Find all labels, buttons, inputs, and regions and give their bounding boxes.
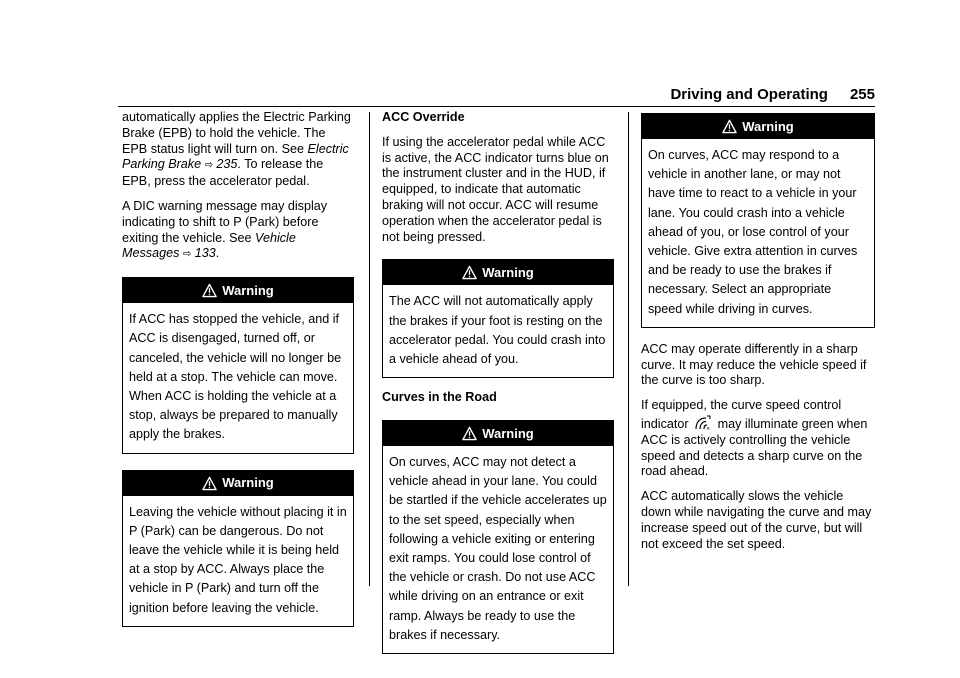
svg-text:×: × xyxy=(706,426,711,431)
column-2 xyxy=(382,110,614,666)
xref-page-235[interactable]: 235 xyxy=(216,157,238,172)
heading-acc-override: ACC Override xyxy=(382,110,465,124)
warning-body: If ACC has stopped the vehicle, and if ACC is disengaged, turned off, or canceled, the vehicle will no longer be held at a stop. The vehicle can move. When ACC is holding the vehicle at a stop, always be prepared to manually apply the brakes. xyxy=(129,312,342,442)
page-ref-arrow-icon: ⇨ xyxy=(182,248,192,261)
page-header xyxy=(660,83,875,105)
paragraph-dic: A DIC warning message may display indicating to shift to P (Park) before exiting the vehicle. See Vehicle Messages ⇨ 133. xyxy=(122,198,328,261)
warning-header xyxy=(383,260,613,285)
warning-triangle-icon xyxy=(722,119,737,134)
warning-title: Warning xyxy=(482,425,534,441)
warning-box-curves-detect xyxy=(382,420,614,654)
warning-triangle-icon xyxy=(462,265,477,280)
warning-body: Leaving the vehicle without placing it in P (Park) can be dangerous. Do not leave the vehicle while it is being held at a stop by ACC. Always place the vehicle in P (Park) and turn off the ignition before leaving the vehicle. xyxy=(129,504,347,615)
heading-curves: Curves in the Road xyxy=(382,390,497,405)
warning-header xyxy=(123,278,353,303)
warning-body: On curves, ACC may respond to a vehicle in another lane, or may not have time to react to a vehicle in your lane. You could crash into a vehicle ahead of you, or lose control of your vehicle. Give extra attention in curves and be ready to use the brakes if necessary. Select an appropriate speed while driving in curves. xyxy=(648,148,858,316)
curve-speed-indicator-icon xyxy=(694,414,712,430)
warning-triangle-icon xyxy=(202,283,217,298)
column-divider-2 xyxy=(628,112,629,586)
warning-box-curves-respond xyxy=(641,113,875,328)
warning-title: Warning xyxy=(222,475,274,491)
column-3 xyxy=(641,110,875,561)
column-divider-1 xyxy=(369,112,370,586)
warning-header xyxy=(383,421,613,446)
warning-box-foot-on-pedal xyxy=(382,259,614,378)
warning-title: Warning xyxy=(482,264,534,280)
warning-box-acc-stopped xyxy=(122,277,354,453)
page-ref-arrow-icon: ⇨ xyxy=(204,159,213,172)
header-rule xyxy=(118,106,875,107)
warning-header xyxy=(642,114,874,139)
section-title: Driving and Operating xyxy=(670,85,828,103)
paragraph-override: If using the accelerator pedal while ACC is active, the ACC indicator turns blue on the instrument cluster and in the HUD, if equipped, to indicate that automatic braking will not occur. ACC will resume operation when the accelerator pedal is not being pressed. xyxy=(382,134,609,244)
warning-body: On curves, ACC may not detect a vehicle ahead in your lane. You could be startled if the vehicle accelerates up to the set speed, especially when following a vehicle exiting or entering exit ramps. You could lose control of the vehicle or crash. Do not use ACC while driving on an entrance or exit ramp. Always be ready to use the brakes if necessary. xyxy=(389,454,607,642)
warning-body: The ACC will not automatically apply the brakes if your foot is resting on the accelerator pedal. You could crash into a vehicle ahead of you. xyxy=(389,294,606,366)
paragraph-epb: automatically applies the Electric Parking Brake (EPB) to hold the vehicle. The EPB status light will turn on. See Electric Parking Brake ⇨ 235. To release the EPB, press the accelerator pedal. xyxy=(122,110,351,189)
warning-title: Warning xyxy=(222,282,274,298)
warning-box-leaving-vehicle xyxy=(122,470,354,627)
column-1 xyxy=(122,110,354,639)
xref-page-133[interactable]: 133 xyxy=(194,246,216,261)
paragraph-curve-indicator: If equipped, the curve speed control indicator × may illuminate green when ACC is actively controlling the vehicle speed and detects a sharp curve on the road ahead. xyxy=(641,398,868,479)
warning-title: Warning xyxy=(742,118,794,134)
xref-electric-parking-brake[interactable]: Electric Parking Brake xyxy=(122,141,349,172)
paragraph-slows-down: ACC automatically slows the vehicle down while navigating the curve and may increase speed out of the curve, but will not exceed the set speed. xyxy=(641,489,872,551)
warning-triangle-icon xyxy=(462,426,477,441)
page-number: 255 xyxy=(849,85,875,103)
warning-header xyxy=(123,471,353,496)
warning-triangle-icon xyxy=(202,476,217,491)
paragraph-sharp-curve: ACC may operate differently in a sharp curve. It may reduce the vehicle speed if the curve is too sharp. xyxy=(641,341,867,388)
xref-vehicle-messages[interactable]: Vehicle Messages xyxy=(122,230,296,261)
